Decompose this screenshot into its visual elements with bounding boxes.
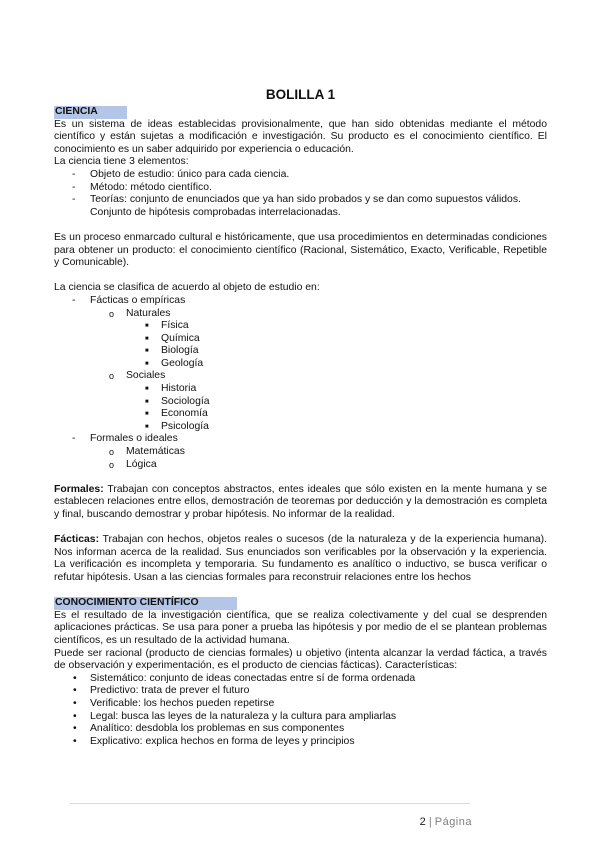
page-footer xyxy=(420,816,472,828)
list-item: - Método: método científico. xyxy=(72,181,212,193)
list-item: • Analítico: desdobla los problemas en sus componentes xyxy=(73,723,345,735)
list-item: ■ Biología xyxy=(145,345,199,357)
formales-sublist xyxy=(54,446,547,471)
ciencia-process: Es un proceso enmarcado cultural e históricamente, que usa procedimientos en determinadas condiciones para obtener un producto: el conocimiento científico (Racional, Sistemático, Exacto, Verificable, Repetible y Comunicable). xyxy=(54,231,547,269)
list-item: ■ Economía xyxy=(145,408,208,420)
list-item: • Explicativo: explica hechos en forma de leyes y principios xyxy=(73,735,355,747)
list-item: - Teorías: conjunto de enunciados que ya han sido probados y se dan como supuestos válidos. Conjunto de hipótesis comprobadas interrelacionadas. xyxy=(72,194,521,218)
facticas-paragraph: Fácticas: Trabajan con hechos, objetos reales o sucesos (de la naturaleza y de la experiencia humana). Nos informan acerca de la realidad. Sus enunciados son verificables por la observación y la experiencia. La verificación es incompleta y temporaria. Su fundamento es analítico o inductivo, se busca verificar o refutar hipótesis. Usan a las ciencias formales para reconstruir relaciones entre los hechos xyxy=(54,534,547,583)
page-word: Página xyxy=(434,816,472,828)
elements-list xyxy=(54,169,547,219)
sociales-list xyxy=(54,370,547,383)
formales-paragraph: Formales: Trabajan con conceptos abstractos, entes ideales que sólo existen en la mente humana y se establecen relaciones entre ellos, demostración de teoremas por deducción y la demostración es completa y final, buscando demostrar y probar hipótesis. No informar de la realidad. xyxy=(54,483,547,520)
list-item: ■ Sociología xyxy=(145,395,210,407)
elements-intro: La ciencia tiene 3 elementos: xyxy=(54,156,189,168)
list-item: ■ Geología xyxy=(145,357,204,369)
section-heading-ciencia: CIENCIA xyxy=(54,106,127,119)
list-item: • Legal: busca las leyes de la naturaleza y la cultura para ampliarlas xyxy=(73,710,397,722)
classification-intro: La ciencia se clasifica de acuerdo al objeto de estudio en: xyxy=(54,282,320,294)
footer-divider xyxy=(70,803,470,804)
document-page xyxy=(54,86,547,748)
section-heading-conocimiento: CONOCIMIENTO CIENTÍFICO xyxy=(54,597,237,610)
sociales-sublist xyxy=(54,383,547,433)
formales-list xyxy=(54,433,547,446)
list-item: • Predictivo: trata de prever el futuro xyxy=(73,685,250,697)
conocimiento-p1: Es el resultado de la investigación científica, que se realiza colectivamente y del cual se desprenden aplicaciones prácticas. Se usa para poner a prueba las hipótesis y por medio de el se plantean problemas científicos, es un resultado de la actividad humana. xyxy=(54,609,547,646)
classification-list xyxy=(54,295,547,308)
list-item: ■ Psicología xyxy=(145,420,209,432)
list-item: o Sociales xyxy=(109,370,166,382)
list-item: • Verificable: los hechos pueden repetirse xyxy=(73,697,275,709)
footer-separator: | xyxy=(428,816,432,828)
ciencia-intro: Es un sistema de ideas establecidas provisionalmente, que han sido obtenidas mediante el método científico y están sujetas a modificación e investigación. Su producto es el conocimiento científico. El conocimiento es un saber adquirido por experiencia o educación. xyxy=(54,118,547,155)
characteristics-list xyxy=(54,673,547,749)
facticas-term: Fácticas: xyxy=(54,534,100,546)
list-item: o Matemáticas xyxy=(109,446,185,458)
document-title: BOLILLA 1 xyxy=(265,87,336,102)
facticas-sublist xyxy=(54,308,547,321)
formales-term: Formales: xyxy=(54,483,104,495)
page-number: 2 xyxy=(419,816,426,828)
list-item: o Lógica xyxy=(109,458,157,470)
naturales-sublist xyxy=(54,320,547,370)
list-item: - Fácticas o empíricas xyxy=(72,294,186,306)
list-item: - Objeto de estudio: único para cada ciencia. xyxy=(72,168,290,180)
list-item: ■ Historia xyxy=(145,383,197,395)
list-item: ■ Física xyxy=(145,320,189,332)
list-item: ■ Química xyxy=(145,332,200,344)
list-item: o Naturales xyxy=(109,307,171,319)
list-item: - Formales o ideales xyxy=(72,433,178,445)
conocimiento-p2: Puede ser racional (producto de ciencias formales) u objetivo (intenta alcanzar la verdad fáctica, a través de observación y experimentación, es el producto de ciencias fácticas). Características: xyxy=(54,647,547,672)
list-item: • Sistemático: conjunto de ideas conectadas entre sí de forma ordenada xyxy=(73,672,416,684)
